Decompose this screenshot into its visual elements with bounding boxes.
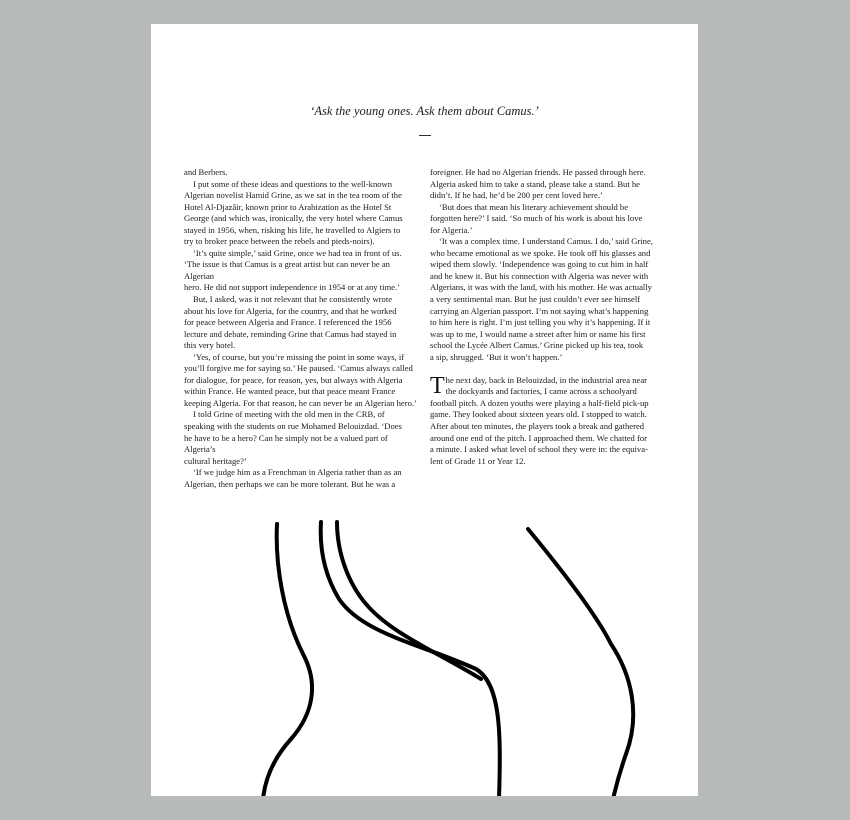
section-text: he next day, back in Belouizdad, in the industrial area near the dockyards and factories, I came across a schoolyard football pitch. A dozen youths were playing a half-field pick-up game. They looked about sixteen years old. I stopped to watch. After about ten minutes, the players took a break and gathered around one end of the pitch. I approached them. We chatted for a minute. I asked what level of school they were in: the equiva- lent of Grade 11 or Year 12. [430, 374, 649, 466]
paragraph: and Berbers. [184, 167, 228, 177]
paragraph: ‘It’s quite simple,’ said Grine, once we had tea in front of us. ‘The issue is that Camus is a great artist but can never be an Algerian hero. He did not support independence in 1954 or at any time.’ [184, 247, 402, 293]
book-page [151, 24, 698, 796]
drawing-stroke [528, 529, 633, 796]
paragraph: I told Grine of meeting with the old men in the CRB, of speaking with the students on rue Mohamed Belouizdad. ‘Does he have to be a hero? Can he simply not be a valued part of Algeria’s cultural heritage?’ [184, 409, 402, 466]
line-drawing-illustration [151, 24, 698, 796]
drawing-stroke [337, 522, 481, 679]
paragraph: foreigner. He had no Algerian friends. He passed through here. Algeria asked him to take a stand, please take a stand. But he didn’t. If he had, he’d be 200 per cent loved here.’ [430, 167, 646, 201]
drop-cap: T [430, 372, 445, 399]
drawing-stroke [263, 524, 312, 796]
paragraph: ‘If we judge him as a Frenchman in Algeria rather than as an Algerian, then perhaps we can be more tolerant. But he was a [184, 467, 402, 489]
paragraph: I put some of these ideas and questions to the well-known Algerian novelist Hamid Grine, as we sat in the tea room of the Hotel Al-Djazâir, known prior to Arabization as the Hotel St George (and which was, ironically, the very hotel where Camus stayed in 1956, when, risking his life, he travelled to Algiers to try to broker peace between the rebels and pieds-noirs). [184, 178, 403, 247]
paragraph: ‘Yes, of course, but you’re missing the point in some ways, if you’ll forgive me for saying so.’ He paused. ‘Camus always called for dialogue, for peace, for reason, yes, but always with Algeria within France. He wanted peace, but that peace meant France keeping Algeria. For that reason, he can never be an Algerian hero.’ [184, 351, 417, 408]
paragraph: But, I asked, was it not relevant that he consistently wrote about his love for Algeria, for the country, and that he worked for peace between Algeria and France. I referenced the 1956 lecture and debate, reminding Grine that Camus had stayed in this very hotel. [184, 294, 397, 351]
chapter-heading: ‘Ask the young ones. Ask them about Camus.’ [310, 104, 539, 118]
paragraph: ‘It was a complex time. I understand Camus. I do,’ said Grine, who became emotional as we spoke. He took off his glasses and wiped them slowly. ‘Independence was going to cut him in half and he knew it. But his connection with Algeria was never with Algerians, it was with the land, with his mother. He was actually a very sentimental man. But he just couldn’t ever see himself carrying an Algerian passport. I’m not saying what’s happening to him here is right. I’m just telling you why it’s happening. If it was up to me, I would name a street after him or name his first school the Lycée Albert Camus.’ Grine picked up his tea, took a sip, shrugged. ‘But it won’t happen.’ [430, 236, 653, 362]
paragraph: ‘But does that mean his literary achievement should be forgotten here?’ I said. ‘So much of his work is about his love for Algeria.’ [430, 201, 643, 235]
drawing-stroke [321, 522, 500, 796]
